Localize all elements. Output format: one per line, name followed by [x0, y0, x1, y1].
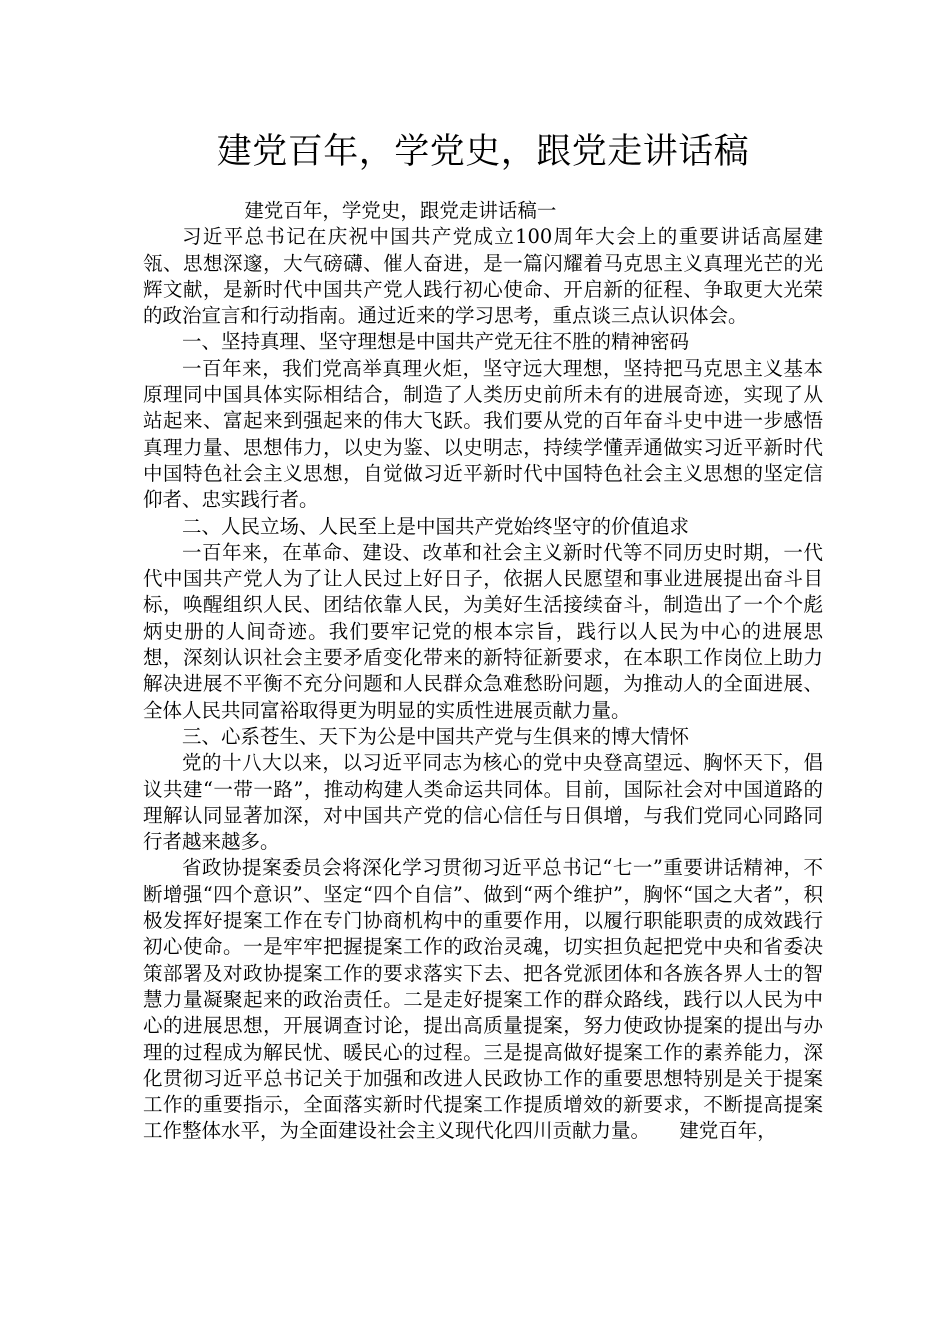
paragraph-section-2: 一百年来，在革命、建设、改革和社会主义新时代等不同历史时期，一代代中国共产党人为了让人民过上好日子，依据人民愿望和事业进展提出奋斗目标，唤醒组织人民、团结依靠人民，为美好生活接续奋斗，制造出了一个个彪炳史册的人间奇迹。我们要牢记党的根本宗旨，践行以人民为中心的进展思想，深刻认识社会主要矛盾变化带来的新特征新要求，在本职工作岗位上助力解决进展不平衡不充分问题和人民群众急难愁盼问题，为推动人的全面进展、全体人民共同富裕取得更为明显的实质性进展贡献力量。 — [143, 540, 823, 722]
document-subtitle: 建党百年，学党史，跟党走讲话稿一 — [244, 199, 557, 222]
paragraph-section-3: 党的十八大以来，以习近平同志为核心的党中央登高望远、胸怀天下，倡议共建“一带一路”，推动构建人类命运共同体。目前，国际社会对中国道路的理解认同显著加深，对中国共产党的信心信任与日俱增，与我们党同心同路同行者越来越多。 — [143, 751, 823, 854]
section-heading-2: 二、人民立场、人民至上是中国共产党始终坚守的价值追求 — [182, 514, 690, 538]
paragraph-intro: 习近平总书记在庆祝中国共产党成立100周年大会上的重要讲话高屋建瓴、思想深邃，大气磅礴、催人奋进，是一篇闪耀着马克思主义真理光芒的光辉文献，是新时代中国共产党人践行初心使命、开启新的征程、争取更大光荣的政治宣言和行动指南。通过近来的学习思考，重点谈三点认识体会。 — [143, 225, 823, 328]
document-page — [143, 128, 823, 1145]
paragraph-committee: 省政协提案委员会将深化学习贯彻习近平总书记“七一”重要讲话精神，不断增强“四个意识”、坚定“四个自信”、做到“两个维护”，胸怀“国之大者”，积极发挥好提案工作在专门协商机构中的重要作用，以履行职能职责的成效践行初心使命。一是牢牢把握提案工作的政治灵魂，切实担负起把党中央和省委决策部署及对政协提案工作的要求落实下去、把各党派团体和各族各界人士的智慧力量凝聚起来的政治责任。二是走好提案工作的群众路线，践行以人民为中心的进展思想，开展调查讨论，提出高质量提案，努力使政协提案的提出与办理的过程成为解民忧、暖民心的过程。三是提高做好提案工作的素养能力，深化贯彻习近平总书记关于加强和改进人民政协工作的重要思想特别是关于提案工作的重要指示，全面落实新时代提案工作提质增效的新要求，不断提高提案工作整体水平，为全面建设社会主义现代化四川贡献力量。 建党百年， — [143, 856, 823, 1143]
section-heading-1: 一、坚持真理、坚守理想是中国共产党无往不胜的精神密码 — [182, 330, 690, 354]
paragraph-section-1: 一百年来，我们党高举真理火炬，坚守远大理想，坚持把马克思主义基本原理同中国具体实际相结合，制造了人类历史前所未有的进展奇迹，实现了从站起来、富起来到强起来的伟大飞跃。我们要从党的百年奋斗史中进一步感悟真理力量、思想伟力，以史为鉴、以史明志，持续学懂弄通做实习近平新时代中国特色社会主义思想，自觉做习近平新时代中国特色社会主义思想的坚定信仰者、忠实践行者。 — [143, 356, 823, 512]
section-heading-3: 三、心系苍生、天下为公是中国共产党与生俱来的博大情怀 — [182, 724, 690, 748]
document-title: 建党百年，学党史，跟党走讲话稿 — [216, 132, 750, 172]
document-body — [143, 198, 823, 1145]
